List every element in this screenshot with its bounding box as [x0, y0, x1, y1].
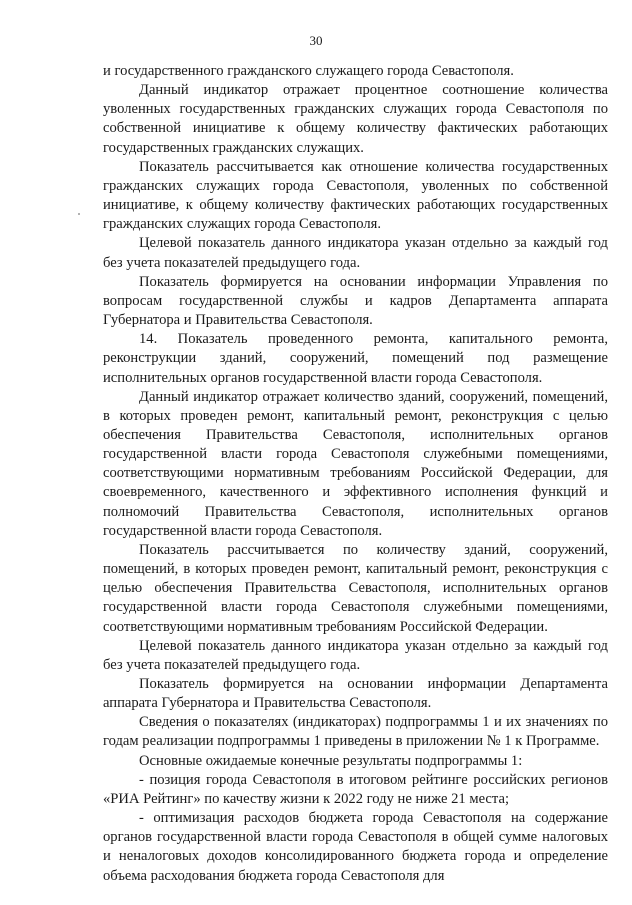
paragraph-repair-target-value: Целевой показатель данного индикатора указан отдельно за каждый год без учета показателей предыдущего года.: [103, 637, 608, 673]
paragraph-appendix-reference: Сведения о показателях (индикаторах) подпрограммы 1 и их значениях по годам реализации подпрограммы 1 приведены в приложении № 1 к Программе.: [103, 714, 608, 750]
list-item-budget-optimization: - оптимизация расходов бюджета города Севастополя на содержание органов государственной власти города Севастополя в общей сумме налоговых и неналоговых доходов консолидированного бюджета города и определение объема расходования бюджета города Севастополя для: [103, 810, 608, 884]
paragraph-target-value: Целевой показатель данного индикатора указан отдельно за каждый год без учета показателей предыдущего года.: [103, 235, 608, 271]
document-body: [103, 62, 608, 886]
paragraph-expected-results-intro: Основные ожидаемые конечные результаты подпрограммы 1:: [139, 752, 523, 769]
paragraph-continuation: и государственного гражданского служащего города Севастополя.: [103, 63, 514, 79]
paragraph-calculation-method: Показатель рассчитывается как отношение количества государственных гражданских служащих города Севастополя, уволенных по собственной инициативе, к общему количеству фактических работающих государственных гражданских служащих города Севастополя.: [103, 158, 608, 233]
paragraph-indicator-description: Данный индикатор отражает процентное соотношение количества уволенных государственных гражданских служащих города Севастополя по собственной инициативе к общему количеству фактических работающих государственных гражданских служащих.: [103, 82, 608, 156]
paragraph-item-14-heading: 14. Показатель проведенного ремонта, капитального ремонта, реконструкции зданий, сооружений, помещений под размещение исполнительных органов государственной власти города Севастополя.: [103, 331, 608, 386]
paragraph-repair-indicator-description: Данный индикатор отражает количество зданий, сооружений, помещений, в которых проведен ремонт, капитальный ремонт, реконструкция с целью обеспечения Правительства Севастополя, исполнительных органов государственной власти города Севастополя служебными помещениями, соответствующими нормативным требованиям Российской Федерации, для своевременного, качественного и эффективного исполнения функций и полномочий Правительства Севастополя, исполнительных органов государственной власти города Севастополя.: [103, 388, 608, 539]
margin-speck: [78, 213, 80, 215]
list-item-rating-position: - позиция города Севастополя в итоговом рейтинге российских регионов «РИА Рейтинг» по качеству жизни к 2022 году не ниже 21 места;: [103, 771, 608, 807]
paragraph-repair-calculation: Показатель рассчитывается по количеству зданий, сооружений, помещений, в которых проведен ремонт, капитальный ремонт, реконструкция с целью обеспечения Правительства Севастополя, исполнительных органов государственной власти города Севастополя служебными помещениями, соответствующими нормативным требованиям Российской Федерации.: [103, 541, 608, 635]
paragraph-data-source: Показатель формируется на основании информации Управления по вопросам государственной службы и кадров Департамента аппарата Губернатора и Правительства Севастополя.: [103, 273, 608, 329]
page-number: 30: [309, 33, 323, 48]
paragraph-repair-data-source: Показатель формируется на основании информации Департамента аппарата Губернатора и Правительства Севастополя.: [103, 676, 608, 712]
